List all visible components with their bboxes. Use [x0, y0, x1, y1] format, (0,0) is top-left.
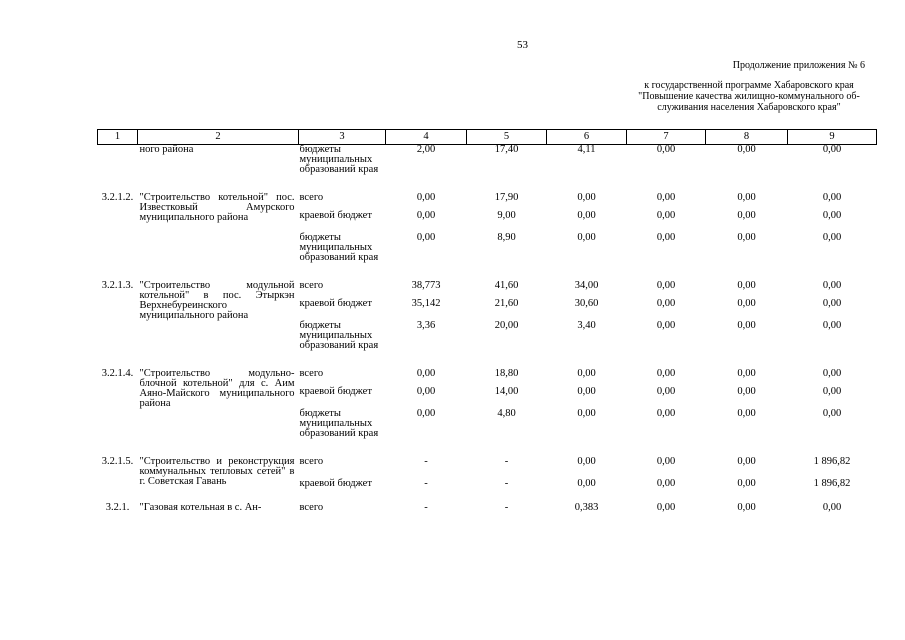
item-number-cell: 3.2.1.3. — [101, 279, 134, 291]
value-cell: 0,00 — [737, 191, 756, 203]
value-cell: - — [504, 501, 509, 513]
value-cell: 0,00 — [656, 297, 676, 309]
value-cell: 0,00 — [822, 501, 842, 513]
value-cell: - — [424, 477, 428, 489]
column-header: 4 — [386, 130, 467, 145]
value-cell: 9,00 — [497, 209, 516, 221]
value-cell: - — [424, 501, 428, 513]
value-cell: 0,00 — [577, 367, 596, 379]
value-cell: 0,383 — [574, 501, 599, 513]
value-cell: - — [504, 477, 509, 489]
table-row — [98, 503, 877, 517]
funding-source-cell: бюджеты муниципальных образований края — [299, 407, 379, 439]
value-cell: 38,773 — [411, 279, 441, 291]
table-row — [98, 281, 877, 299]
item-name-cell: "Строительство и реконструкция коммунальных тепловых сетей" в г. Советская Гавань — [139, 455, 295, 487]
value-cell: 0,00 — [822, 407, 842, 419]
value-cell: 0,00 — [577, 191, 596, 203]
funding-source-cell: бюджеты муниципальных образований края — [299, 319, 379, 351]
item-name-cell: ного района — [139, 144, 194, 155]
value-cell: 0,00 — [656, 144, 676, 155]
value-cell: 0,00 — [737, 231, 756, 243]
table-row — [98, 193, 877, 211]
value-cell: 0,00 — [656, 209, 676, 221]
header-line: к государственной программе Хабаровского края — [644, 80, 854, 91]
funding-source-cell: краевой бюджет — [299, 477, 372, 489]
value-cell: 0,00 — [737, 477, 756, 489]
appendix-program-reference — [619, 80, 879, 113]
column-header: 8 — [706, 130, 788, 145]
value-cell: 0,00 — [656, 477, 676, 489]
column-header: 5 — [467, 130, 547, 145]
value-cell: 35,142 — [411, 297, 441, 309]
value-cell: 14,00 — [494, 385, 519, 397]
value-cell: 1 896,82 — [813, 477, 851, 489]
funding-source-cell: всего — [299, 501, 324, 513]
funding-source-cell: бюджеты муниципальных образований края — [299, 231, 379, 263]
value-cell: 0,00 — [822, 319, 842, 331]
value-cell: 2,00 — [416, 144, 436, 155]
value-cell: 18,80 — [494, 367, 519, 379]
value-cell: 0,00 — [577, 231, 596, 243]
value-cell: 0,00 — [822, 385, 842, 397]
value-cell: 0,00 — [577, 407, 596, 419]
value-cell: 0,00 — [656, 501, 676, 513]
item-name-cell: "Строительство котельной" пос. Известковый Амурского муниципального района — [139, 191, 295, 223]
value-cell: 0,00 — [822, 279, 842, 291]
value-cell: 3,40 — [577, 319, 596, 331]
value-cell: - — [504, 455, 509, 467]
header-line: "Повышение качества жилищно-коммунального об- — [638, 91, 860, 102]
value-cell: 0,00 — [822, 367, 842, 379]
value-cell: 0,00 — [822, 209, 842, 221]
value-cell: 0,00 — [416, 407, 436, 419]
value-cell: 0,00 — [577, 477, 596, 489]
column-header: 6 — [547, 130, 627, 145]
program-funding-table — [97, 129, 877, 517]
value-cell: 0,00 — [656, 407, 676, 419]
value-cell: 0,00 — [737, 279, 756, 291]
funding-source-cell: всего — [299, 191, 324, 203]
value-cell: 0,00 — [656, 319, 676, 331]
funding-source-cell: всего — [299, 279, 324, 291]
value-cell: 0,00 — [737, 209, 756, 221]
value-cell: 0,00 — [737, 297, 756, 309]
item-name-cell: "Строительство модульно-блочной котельной" для с. Аим Аяно-Майского муниципального района — [139, 367, 295, 409]
value-cell: 4,11 — [577, 144, 596, 155]
item-number-cell: 3.2.1.4. — [101, 367, 134, 379]
value-cell: 0,00 — [737, 144, 756, 155]
appendix-continuation-title: Продолжение приложения № 6 — [732, 60, 865, 71]
funding-source-cell: краевой бюджет — [299, 209, 372, 221]
value-cell: 0,00 — [656, 231, 676, 243]
value-cell: 0,00 — [822, 191, 842, 203]
value-cell: 0,00 — [416, 191, 436, 203]
value-cell: 0,00 — [737, 319, 756, 331]
item-number-cell: 3.2.1. — [105, 501, 130, 513]
value-cell: 20,00 — [494, 319, 519, 331]
value-cell: 1 896,82 — [813, 455, 851, 467]
value-cell: 0,00 — [737, 501, 756, 513]
value-cell: 0,00 — [822, 144, 842, 155]
value-cell: 0,00 — [822, 297, 842, 309]
table-row — [98, 457, 877, 479]
value-cell: 34,00 — [574, 279, 599, 291]
column-header: 3 — [299, 130, 386, 145]
value-cell: 0,00 — [577, 385, 596, 397]
value-cell: 41,60 — [494, 279, 519, 291]
value-cell: 0,00 — [416, 367, 436, 379]
column-header: 7 — [627, 130, 706, 145]
value-cell: 3,36 — [416, 319, 436, 331]
value-cell: 0,00 — [737, 367, 756, 379]
value-cell: 21,60 — [494, 297, 519, 309]
value-cell: 0,00 — [737, 455, 756, 467]
column-number-row — [98, 130, 877, 145]
page-number: 53 — [517, 39, 528, 51]
value-cell: 0,00 — [656, 455, 676, 467]
value-cell: 0,00 — [577, 209, 596, 221]
funding-source-cell: бюджеты муниципальных образований края — [299, 144, 379, 175]
value-cell: 0,00 — [416, 231, 436, 243]
item-number-cell — [98, 145, 138, 193]
item-number-cell: 3.2.1.2. — [101, 191, 134, 203]
column-header: 1 — [98, 130, 138, 145]
value-cell: 0,00 — [656, 191, 676, 203]
value-cell: - — [424, 455, 428, 467]
value-cell: 17,40 — [494, 144, 519, 155]
value-cell: 0,00 — [416, 385, 436, 397]
value-cell: 0,00 — [577, 455, 596, 467]
header-line: служивания населения Хабаровского края" — [657, 102, 841, 113]
value-cell: 4,80 — [497, 407, 516, 419]
column-header: 2 — [138, 130, 299, 145]
item-name-cell: "Строительство модульной котельной" в пос. Этыркэн Верхнебуреинского муниципального района — [139, 279, 295, 321]
value-cell: 0,00 — [822, 231, 842, 243]
table-row — [98, 369, 877, 387]
value-cell: 17,90 — [494, 191, 519, 203]
funding-source-cell: всего — [299, 455, 324, 467]
value-cell: 0,00 — [656, 279, 676, 291]
funding-source-cell: всего — [299, 367, 324, 379]
value-cell: 8,90 — [497, 231, 516, 243]
value-cell: 0,00 — [737, 385, 756, 397]
value-cell: 0,00 — [656, 385, 676, 397]
value-cell: 30,60 — [574, 297, 599, 309]
table-row — [98, 145, 877, 193]
funding-source-cell: краевой бюджет — [299, 385, 372, 397]
value-cell: 0,00 — [416, 209, 436, 221]
value-cell: 0,00 — [656, 367, 676, 379]
column-header: 9 — [788, 130, 877, 145]
item-name-cell: "Газовая котельная в с. Ан- — [139, 501, 262, 513]
value-cell: 0,00 — [737, 407, 756, 419]
funding-source-cell: краевой бюджет — [299, 297, 372, 309]
item-number-cell: 3.2.1.5. — [101, 455, 134, 467]
